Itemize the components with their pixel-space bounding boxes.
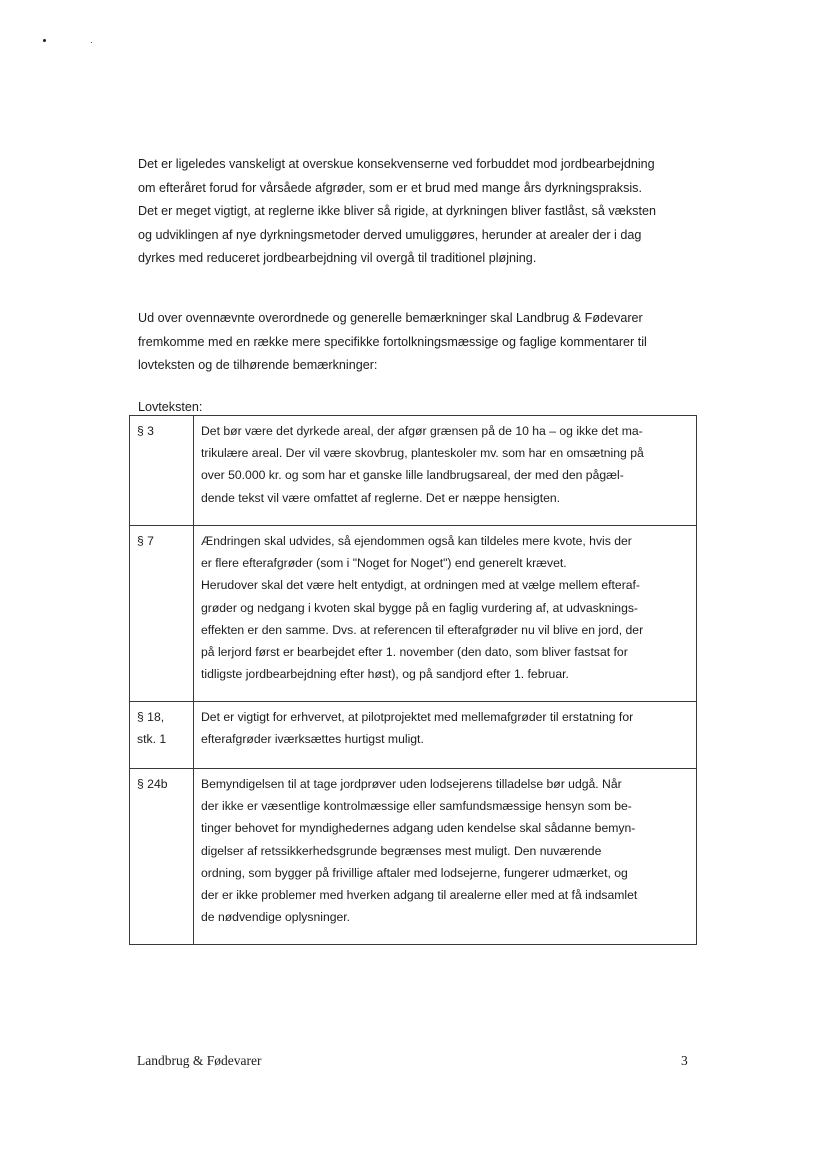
comment-line: på lerjord først er bearbejdet efter 1. november (den dato, som bliver fastsat for xyxy=(201,645,628,660)
comment-cell xyxy=(194,769,697,945)
comment-line: der er ikke problemer med hverken adgang til arealerne eller med at få indsamlet xyxy=(201,888,638,903)
footer-organization: Landbrug & Fødevarer xyxy=(137,1053,262,1068)
comment-cell xyxy=(194,702,697,769)
comment-line: tidligste jordbearbejdning efter høst), og på sandjord efter 1. februar. xyxy=(201,667,569,682)
paragraph-line: dyrkes med reduceret jordbearbejdning vil overgå til traditionel pløjning. xyxy=(138,251,537,266)
comment-line: tinger behovet for myndighedernes adgang uden kendelse skal sådanne bemyn- xyxy=(201,821,636,836)
paragraph-line: Det er ligeledes vanskeligt at overskue konsekvenserne ved forbuddet mod jordbearbejdning xyxy=(138,157,655,171)
comment-line: over 50.000 kr. og som har et ganske lille landbrugsareal, der med den pågæl- xyxy=(201,468,624,483)
section-label: § 3 xyxy=(137,424,154,438)
paragraph-intro-comments xyxy=(138,307,698,378)
paragraph-line: fremkomme med en række mere specifikke fortolkningsmæssige og faglige kommentarer til xyxy=(138,334,647,349)
table-row xyxy=(130,416,697,526)
paragraph-line: og udviklingen af nye dyrkningsmetoder derved umuliggøres, herunder at arealer der i dag xyxy=(138,227,642,242)
paragraph-line: om efteråret forud for vårsåede afgrøder, som er et brud med mange års dyrkningspraksis. xyxy=(138,180,642,195)
comment-line: ordning, som bygger på frivillige aftaler med lodsejerne, fungerer udmærket, og xyxy=(201,865,628,880)
table-row xyxy=(130,702,697,769)
law-comments-table xyxy=(129,415,697,945)
paragraph-consequences xyxy=(138,153,698,271)
comment-line: Det bør være det dyrkede areal, der afgør grænsen på de 10 ha – og ikke det ma- xyxy=(201,424,643,438)
section-cell xyxy=(130,416,194,526)
comment-line: grøder og nedgang i kvoten skal bygge på en faglig vurdering af, at udvasknings- xyxy=(201,600,638,615)
section-label: § 24b xyxy=(137,777,168,791)
comment-cell xyxy=(194,526,697,702)
section-cell xyxy=(130,769,194,945)
comment-line: effekten er den samme. Dvs. at referencen til efterafgrøder nu vil blive en jord, der xyxy=(201,622,644,637)
section-label: § 18, xyxy=(137,710,165,724)
page-number: 3 xyxy=(681,1053,688,1068)
section-cell xyxy=(130,526,194,702)
comment-line: Bemyndigelsen til at tage jordprøver uden lodsejerens tilladelse bør udgå. Når xyxy=(201,777,622,791)
comment-line: der ikke er væsentlige kontrolmæssige eller samfundsmæssige hensyn som be- xyxy=(201,799,632,814)
table-caption: Lovteksten: xyxy=(138,400,203,414)
paragraph-line: Det er meget vigtigt, at reglerne ikke bliver så rigide, at dyrkningen bliver fastlåst, så væksten xyxy=(138,204,656,219)
section-cell xyxy=(130,702,194,769)
comment-line: Ændringen skal udvides, så ejendommen også kan tildeles mere kvote, hvis der xyxy=(201,534,632,548)
comment-line: Det er vigtigt for erhvervet, at pilotprojektet med mellemafgrøder til erstatning for xyxy=(201,710,634,724)
comment-line: trikulære areal. Der vil være skovbrug, planteskoler mv. som har en omsætning på xyxy=(201,446,644,461)
comment-line: efterafgrøder iværksættes hurtigst muligt. xyxy=(201,732,424,747)
comment-line: er flere efterafgrøder (som i "Noget for Noget") end generelt krævet. xyxy=(201,556,567,571)
comment-cell xyxy=(194,416,697,526)
section-label: § 7 xyxy=(137,534,154,548)
scan-speck xyxy=(43,39,46,42)
comment-line: dende tekst vil være omfattet af reglerne. Det er næppe hensigten. xyxy=(201,490,561,505)
scan-speck xyxy=(91,42,92,43)
paragraph-line: Ud over ovennævnte overordnede og generelle bemærkninger skal Landbrug & Fødevarer xyxy=(138,311,643,325)
comment-line: de nødvendige oplysninger. xyxy=(201,910,351,925)
comment-line: digelser af retssikkerhedsgrunde begrænses mest muligt. Den nuværende xyxy=(201,843,602,858)
paragraph-line: lovteksten og de tilhørende bemærkninger: xyxy=(138,358,378,373)
table-row xyxy=(130,526,697,702)
section-label: stk. 1 xyxy=(137,732,167,747)
table-row xyxy=(130,769,697,945)
comment-line: Herudover skal det være helt entydigt, at ordningen med at vælge mellem efteraf- xyxy=(201,578,640,593)
